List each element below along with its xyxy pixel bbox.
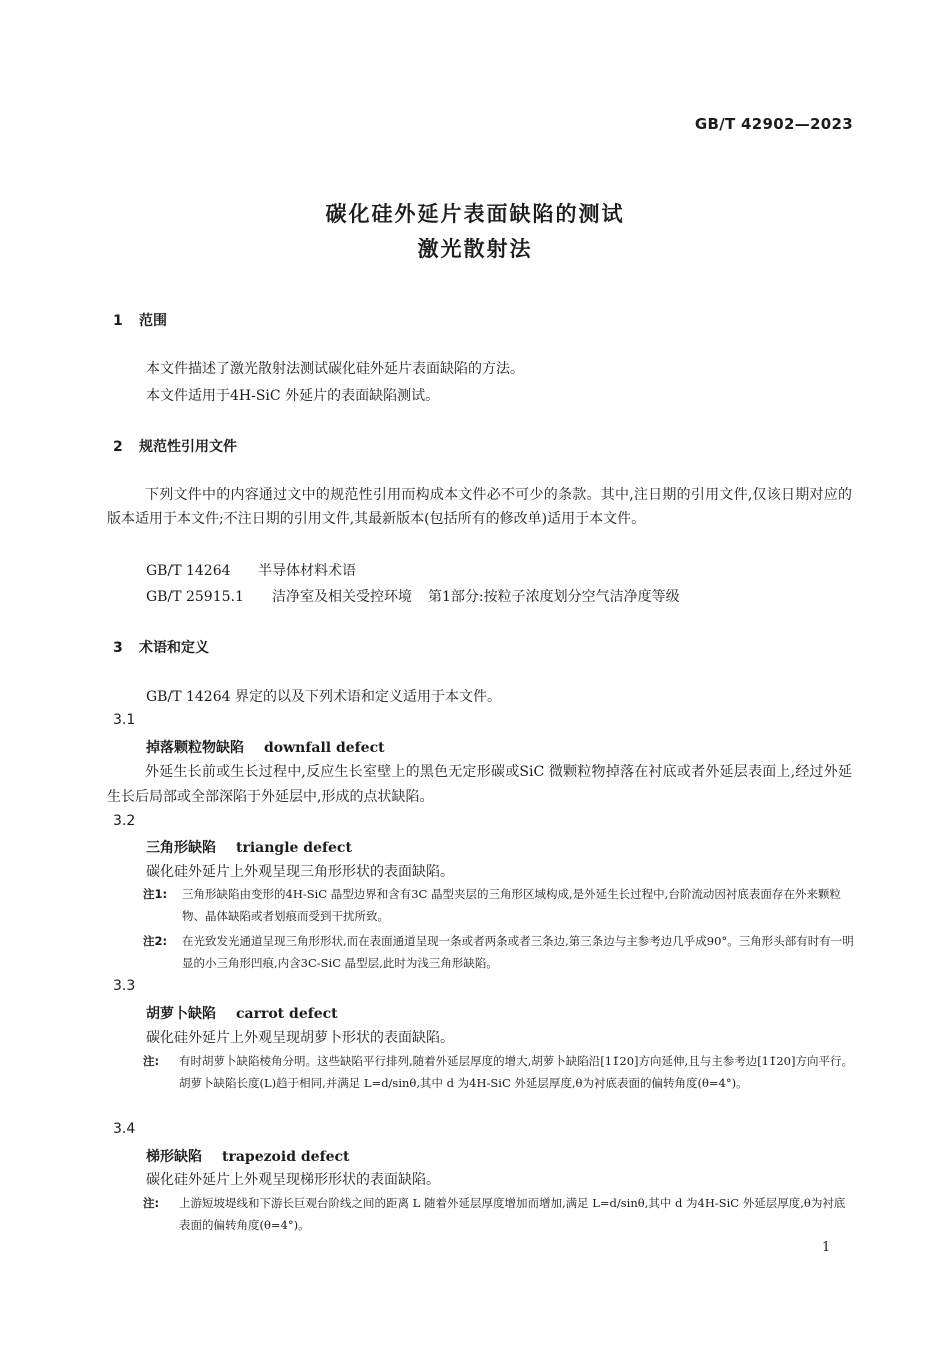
reference-item — [146, 560, 356, 580]
note-text: 有时胡萝卜缺陷棱角分明。这些缺陷平行排列,随着外延层厚度的增大,胡萝卜缺陷沿[11̄20]方向延伸,且与主参考边[11̄20]方向平行。胡萝卜缺陷长度(L)趋于相同,并满足 L=d/sinθ,其中 d 为4H-SiC 外延层厚度,θ为衬底表面的偏转角度(θ=4°)。 — [179, 1054, 853, 1090]
page-number: 1 — [822, 1240, 831, 1255]
term-definition: 外延生长前或生长过程中,反应生长室壁上的黑色无定形碳或SiC 微颗粒物掉落在衬底或者外延层表面上,经过外延生长后局部或全部深陷于外延层中,形成的点状缺陷。 — [107, 764, 852, 805]
term-zh: 掉落颗粒物缺陷 — [146, 740, 244, 756]
reference-item — [146, 586, 680, 606]
term-zh: 三角形缺陷 — [146, 840, 216, 856]
term-heading-carrot — [146, 1003, 338, 1023]
reference-code: GB/T 14264 — [146, 563, 231, 579]
term-number: 3.2 — [113, 813, 136, 829]
note-label: 注2: — [143, 934, 168, 948]
term-definition: 碳化硅外延片上外观呈现梯形形状的表面缺陷。 — [146, 1172, 440, 1188]
note-label: 注: — [143, 1196, 160, 1210]
term-note — [143, 930, 855, 974]
terms-intro-paragraph: GB/T 14264 界定的以及下列术语和定义适用于本文件。 — [146, 689, 501, 705]
term-heading-triangle — [146, 837, 352, 857]
term-en: carrot defect — [236, 1006, 338, 1022]
section-number: 2 — [113, 439, 123, 455]
section-heading-scope — [113, 310, 167, 330]
term-en: downfall defect — [264, 740, 385, 756]
term-number: 3.3 — [113, 978, 136, 994]
note-label: 注: — [143, 1054, 160, 1068]
term-number: 3.4 — [113, 1121, 136, 1137]
section-title: 规范性引用文件 — [139, 439, 237, 455]
term-note — [143, 1192, 855, 1236]
note-label: 注1: — [143, 887, 168, 901]
references-intro-paragraph: 下列文件中的内容通过文中的规范性引用而构成本文件必不可少的条款。其中,注日期的引用文件,仅该日期对应的版本适用于本文件;不注日期的引用文件,其最新版本(包括所有的修改单)适用于本文件。 — [107, 487, 852, 527]
reference-code: GB/T 25915.1 — [146, 589, 244, 605]
term-note — [143, 883, 855, 927]
term-en: trapezoid defect — [222, 1149, 350, 1165]
section-number: 1 — [113, 313, 123, 329]
term-heading-downfall — [146, 737, 385, 757]
section-title: 术语和定义 — [139, 640, 209, 656]
term-definition: 碳化硅外延片上外观呈现胡萝卜形状的表面缺陷。 — [146, 1030, 454, 1046]
section-heading-normative-references — [113, 436, 237, 456]
reference-title: 半导体材料术语 — [258, 563, 356, 579]
section-heading-terms-definitions — [113, 637, 209, 657]
scope-paragraph-1: 本文件描述了激光散射法测试碳化硅外延片表面缺陷的方法。 — [146, 361, 524, 377]
scope-paragraph-2: 本文件适用于4H-SiC 外延片的表面缺陷测试。 — [146, 388, 440, 404]
term-heading-trapezoid — [146, 1146, 350, 1166]
document-title-line2: 激光散射法 — [417, 237, 533, 261]
term-number: 3.1 — [113, 712, 136, 728]
term-definition: 碳化硅外延片上外观呈现三角形形状的表面缺陷。 — [146, 864, 454, 880]
section-number: 3 — [113, 640, 123, 656]
reference-part: 第1部分:按粒子浓度划分空气洁净度等级 — [428, 589, 680, 605]
term-zh: 梯形缺陷 — [146, 1149, 202, 1165]
section-title: 范围 — [139, 313, 167, 329]
reference-title: 洁净室及相关受控环境 — [272, 589, 412, 605]
document-title-line1: 碳化硅外延片表面缺陷的测试 — [325, 202, 625, 226]
term-zh: 胡萝卜缺陷 — [146, 1006, 216, 1022]
note-text: 上游短坡堤线和下游长巨观台阶线之间的距离 L 随着外延层厚度增加而增加,满足 L=d/sinθ,其中 d 为4H-SiC 外延层厚度,θ为衬底表面的偏转角度(θ=4°)。 — [179, 1196, 846, 1232]
note-text: 在光致发光通道呈现三角形形状,而在表面通道呈现一条或者两条或者三条边,第三条边与主参考边几乎成90°。三角形头部有时有一明显的小三角形凹痕,内含3C-SiC 晶型层,此时为浅三角形缺陷。 — [182, 934, 854, 970]
document-code: GB/T 42902—2023 — [694, 115, 853, 133]
term-en: triangle defect — [236, 840, 352, 856]
term-note — [143, 1050, 855, 1094]
note-text: 三角形缺陷由变形的4H-SiC 晶型边界和含有3C 晶型夹层的三角形区域构成,是外延生长过程中,台阶流动因衬底表面存在外来颗粒物、晶体缺陷或者划痕而受到干扰所致。 — [182, 887, 841, 923]
